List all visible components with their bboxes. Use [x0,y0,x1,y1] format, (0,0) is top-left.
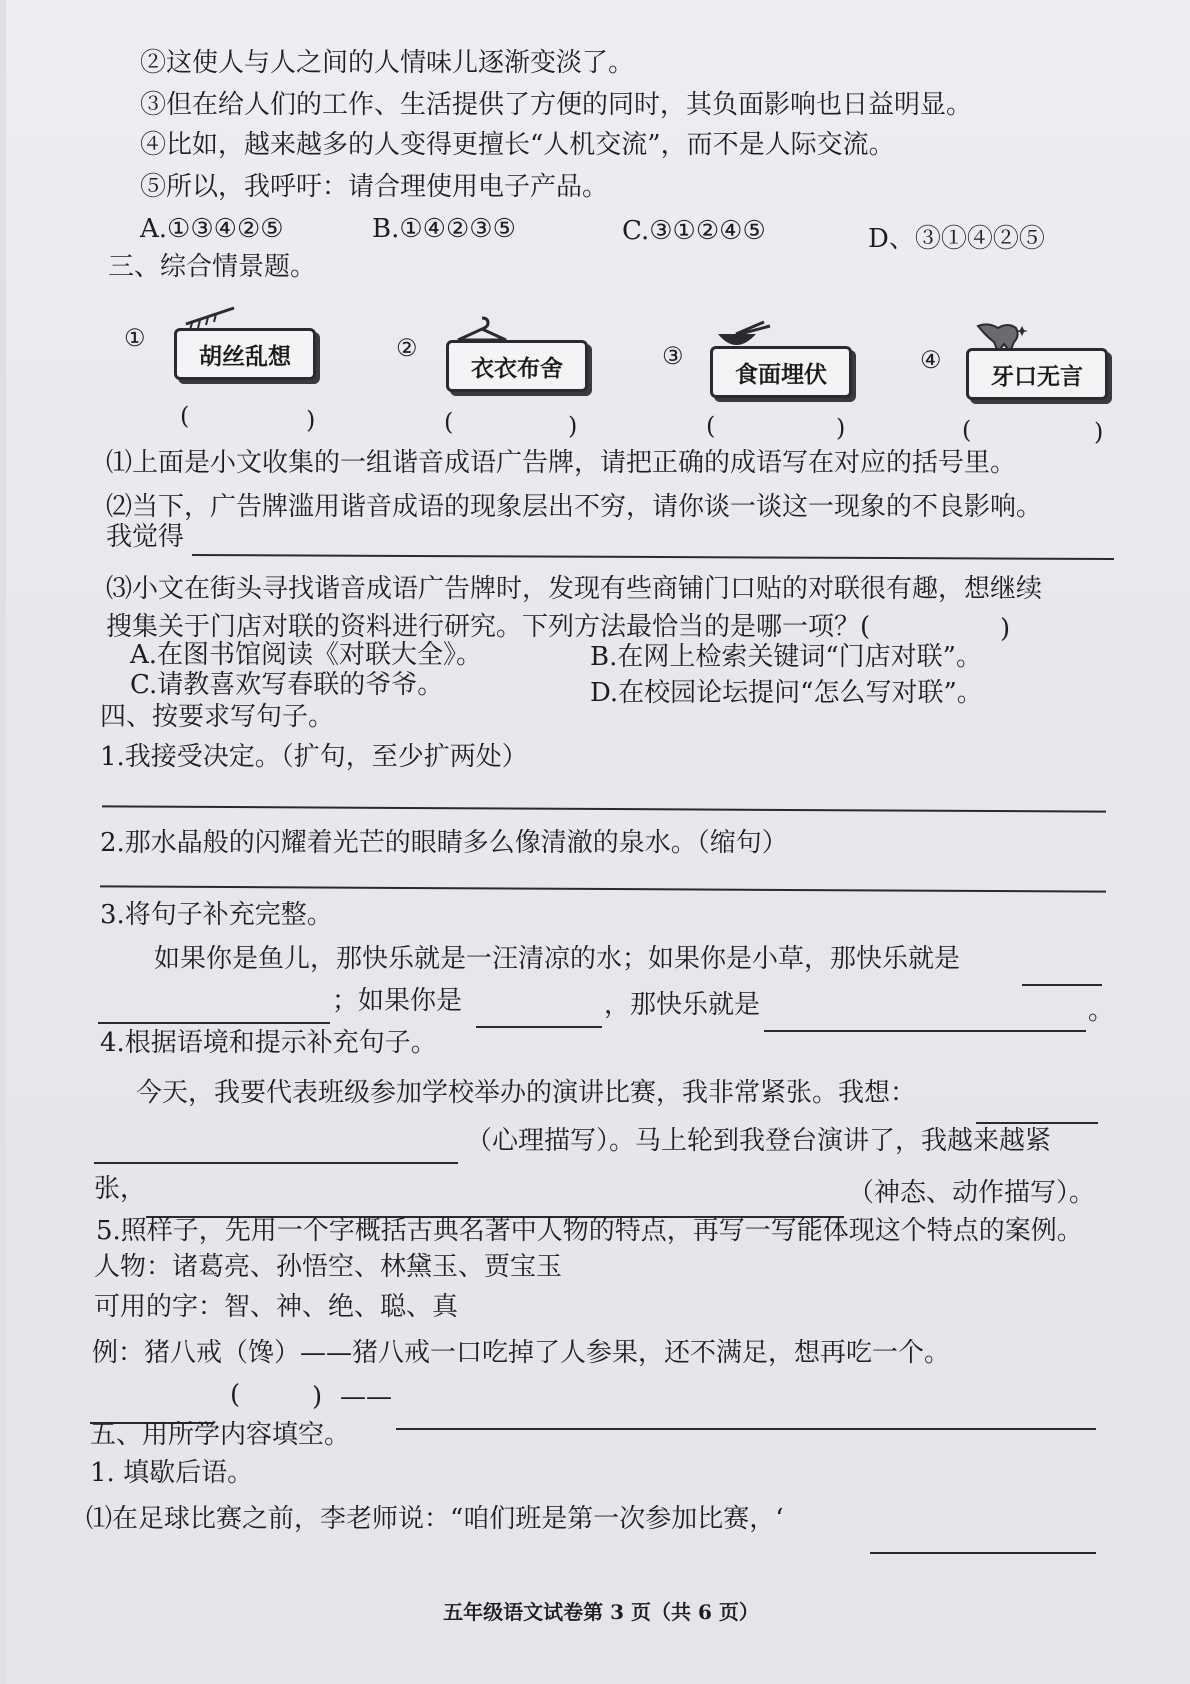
section-5-heading: 五、用所学内容填空。 [90,1420,351,1450]
ad-sign-3 [710,336,850,392]
sec5-q1-1: ⑴在足球比赛之前，李老师说：“咱们班是第一次参加比赛，‘ [86,1504,784,1534]
sec3-q3-line-2: 搜集关于门店对联的资料进行研究。下列方法最恰当的是哪一项？( [106,612,871,642]
sign-2-text: 衣衣布舍 [446,340,588,392]
sign-4-text: 牙口无言 [966,348,1108,400]
blank-q3-2[interactable] [476,1000,602,1028]
sec4-question-3: 3.将句子补充完整。 [100,900,333,930]
sign-1-text: 胡丝乱想 [174,328,316,380]
option-c: C.③①②④⑤ [622,216,766,246]
answer-paren-2-open: ( [444,408,454,436]
q5-answer-paren-close: ) [312,1382,323,1412]
sec3-question-1: ⑴上面是小文收集的一组谐音成语广告牌，请把正确的成语写在对应的括号里。 [106,448,1017,478]
answer-paren-3-close: ) [836,414,846,442]
blank-q4-1a[interactable] [976,1096,1098,1124]
option-b: B.①④②③⑤ [372,214,516,244]
sec4-q3-text-a: ；如果你是 [332,986,463,1016]
sign-1-number: ① [124,324,146,352]
answer-paren-4-open: ( [962,416,972,444]
page-footer: 五年级语文试卷第 3 页（共 6 页） [443,1600,759,1624]
sec4-question-2: 2.那水晶般的闪耀着光芒的眼睛多么像清澈的泉水。（缩句） [100,828,788,858]
sentence-3: ③但在给人们的工作、生活提供了方便的同时，其负面影响也日益明显。 [140,90,973,120]
sec4-q5-people: 人物：诸葛亮、孙悟空、林黛玉、贾宝玉 [94,1252,563,1282]
ad-sign-1 [174,318,314,374]
sec3-q3-option-a: A.在图书馆阅读《对联大全》。 [130,640,483,670]
sentence-5: ⑤所以，我呼吁：请合理使用电子产品。 [140,172,609,202]
sec4-q4-text-b: （神态、动作描写）。 [848,1178,1096,1208]
sec4-q4-text-a: 张， [94,1174,147,1204]
sec4-q3-end: 。 [1088,996,1115,1026]
sec3-q3-paren-close: ) [1000,614,1011,644]
sentence-2: ②这使人与人之间的人情味儿逐渐变淡了。 [140,48,635,78]
q5-answer-dash: —— [340,1382,392,1412]
section-3-heading: 三、综合情景题。 [108,252,317,282]
option-d: D、③①④②⑤ [868,224,1045,254]
sentence-4: ④比如，越来越多的人变得更擅长“人机交流”，而不是人际交流。 [140,130,895,160]
section-4-heading: 四、按要求写句子。 [100,702,335,732]
sec3-question-2: ⑵当下，广告牌滥用谐音成语的现象层出不穷，请你谈一谈这一现象的不良影响。 [106,492,1043,522]
sec4-q5-example: 例：猪八戒（馋）——猪八戒一口吃掉了人参果，还不满足，想再吃一个。 [92,1338,951,1368]
sec3-q3-option-b: B.在网上检索关键词“门店对联”。 [590,642,982,672]
sec3-q2-prefix: 我觉得 [106,522,185,552]
blank-q5-case[interactable] [396,1402,1096,1430]
ad-sign-4 [966,338,1106,394]
sec4-question-4: 4.根据语境和提示补充句子。 [100,1028,437,1058]
answer-paren-1-close: ) [306,406,316,434]
answer-paren-2-close: ) [568,412,578,440]
sec4-q4-line-2: （心理描写）。马上轮到我登台演讲了，我越来越紧 [466,1126,1052,1156]
sign-4-number: ④ [920,346,942,374]
sec4-q3-line-1: 如果你是鱼儿，那快乐就是一汪清凉的水；如果你是小草，那快乐就是 [154,944,961,974]
sec3-q3-option-c: C.请教喜欢写春联的爷爷。 [130,670,444,700]
sec3-q3-line-1: ⑶小文在街头寻找谐音成语广告牌时，发现有些商铺门口贴的对联很有趣，想继续 [106,574,1043,604]
answer-paren-3-open: ( [706,412,716,440]
blank-q3-1a[interactable] [1022,958,1102,986]
answer-paren-4-close: ) [1094,418,1104,446]
sec4-q3-text-b: ，那快乐就是 [604,990,761,1020]
answer-line-q2[interactable] [192,554,1114,560]
ad-sign-2 [446,330,586,386]
q5-answer-paren-open: ( [230,1380,241,1410]
answer-line-sec4-q1[interactable] [102,805,1106,812]
sign-3-number: ③ [662,342,684,370]
exam-page [6,0,1190,1684]
sign-2-number: ② [396,334,418,362]
sec4-question-5: 5.照样子，先用一个字概括古典名著中人物的特点，再写一写能体现这个特点的案例。 [96,1216,1083,1246]
sec4-question-1: 1.我接受决定。（扩句，至少扩两处） [100,742,528,772]
answer-paren-1-open: ( [180,402,190,430]
answer-line-sec4-q2[interactable] [100,885,1106,892]
blank-q3-1b[interactable] [98,996,330,1024]
option-a: A.①③④②⑤ [140,214,284,244]
sec4-q5-chars: 可用的字：智、神、绝、聪、真 [94,1292,459,1322]
sign-3-text: 食面埋伏 [710,346,852,398]
blank-q4-1b[interactable] [94,1136,458,1164]
sec5-question-1: 1. 填歇后语。 [90,1458,254,1488]
sec4-q4-line-1: 今天，我要代表班级参加学校举办的演讲比赛，我非常紧张。我想： [136,1078,917,1108]
blank-q3-3[interactable] [764,1004,1086,1032]
sec3-q3-option-d: D.在校园论坛提问“怎么写对联”。 [590,678,983,708]
blank-sec5-q1-1[interactable] [870,1526,1096,1554]
